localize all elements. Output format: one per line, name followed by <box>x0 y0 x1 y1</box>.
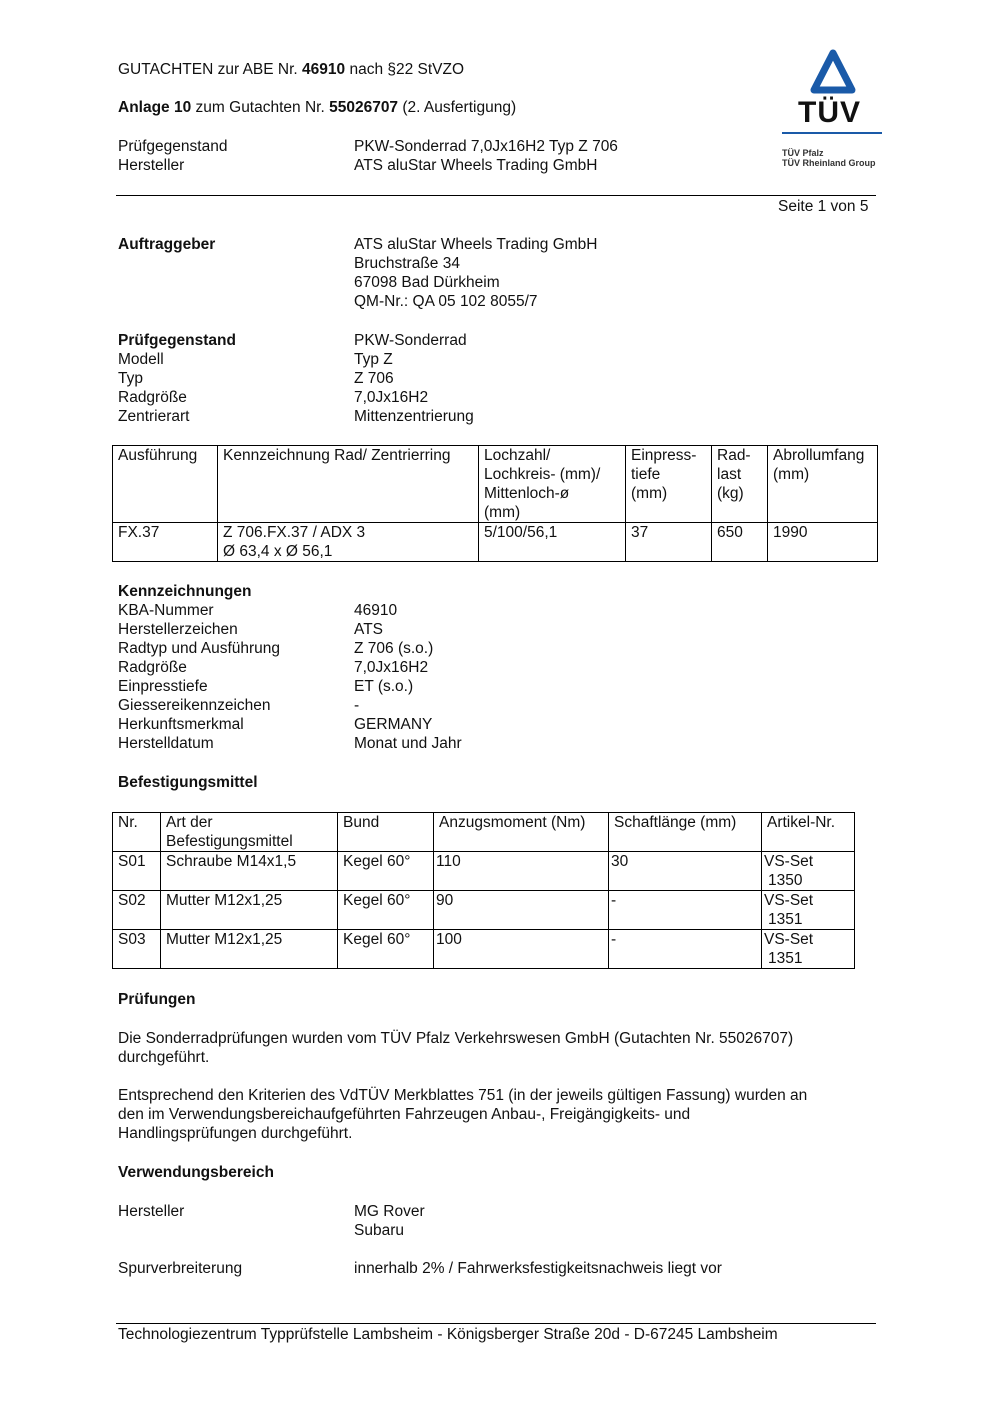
pg-row-value: Mittenzentrierung <box>354 408 474 425</box>
table-cell: S02 <box>113 891 161 930</box>
pg-row-label: Typ <box>118 370 143 387</box>
table-header-row <box>113 446 878 523</box>
pg-row-value: Typ Z <box>354 351 393 368</box>
pg-row-label: Zentrierart <box>118 408 190 425</box>
table-cell: S01 <box>113 852 161 891</box>
pruefungen-text: den im Verwendungsbereichaufgeführten Fahrzeugen Anbau-, Freigängigkeits- und <box>118 1106 691 1123</box>
kz-value: 7,0Jx16H2 <box>354 659 429 676</box>
table-cell: FX.37 <box>113 523 218 562</box>
table-cell: - <box>609 930 762 969</box>
table-header-cell: Anzugsmoment (Nm) <box>434 813 609 852</box>
table-header-cell: Rad- last (kg) <box>712 446 768 523</box>
pruefungen-text: Entsprechend den Kriterien des VdTÜV Merkblattes 751 (in der jeweils gültigen Fassung) wurden an <box>118 1087 808 1104</box>
kz-value: GERMANY <box>354 716 433 733</box>
table-header-cell: Nr. <box>113 813 161 852</box>
table-cell: VS-Set 1350 <box>762 852 855 891</box>
table-header-cell: Ausführung <box>113 446 218 523</box>
table-header-cell: Einpress- tiefe (mm) <box>626 446 712 523</box>
table-header-cell: Lochzahl/ Lochkreis- (mm)/ Mittenloch-ø (mm) <box>479 446 626 523</box>
footer-text: Technologiezentrum Typprüfstelle Lambsheim - Königsberger Straße 20d - D-67245 Lambsheim <box>118 1326 778 1343</box>
table-header-cell: Kennzeichnung Rad/ Zentrierring <box>218 446 479 523</box>
table-cell: Mutter M12x1,25 <box>161 891 338 930</box>
kennzeichnungen-title: Kennzeichnungen <box>118 583 252 600</box>
pg-row-label: Modell <box>118 351 164 368</box>
table-row <box>113 852 855 891</box>
table-cell: Z 706.FX.37 / ADX 3 Ø 63,4 x Ø 56,1 <box>218 523 479 562</box>
table-cell: 110 <box>434 852 609 891</box>
page-number: Seite 1 von 5 <box>778 198 869 215</box>
auftraggeber-line: Bruchstraße 34 <box>354 255 460 272</box>
kz-label: Herstelldatum <box>118 735 214 752</box>
kz-value: 46910 <box>354 602 398 619</box>
kz-label: Radgröße <box>118 659 187 676</box>
kz-value: ET (s.o.) <box>354 678 414 695</box>
table-header-cell: Bund <box>338 813 434 852</box>
table-cell: Kegel 60° <box>338 891 434 930</box>
kz-label: Herstellerzeichen <box>118 621 238 638</box>
table-cell: - <box>609 891 762 930</box>
table-cell: Kegel 60° <box>338 852 434 891</box>
kz-value: ATS <box>354 621 383 638</box>
table-row <box>113 930 855 969</box>
table-cell: 100 <box>434 930 609 969</box>
table-header-cell: Artikel-Nr. <box>762 813 855 852</box>
tuv-logo <box>780 48 890 178</box>
kz-label: Herkunftsmerkmal <box>118 716 244 733</box>
kz-label: Radtyp und Ausführung <box>118 640 281 657</box>
table-cell: Kegel 60° <box>338 930 434 969</box>
header-anlage-line: Anlage 10 zum Gutachten Nr. 55026707 (2. Ausfertigung) <box>118 99 517 116</box>
pruefungen-title: Prüfungen <box>118 991 196 1008</box>
kz-label: KBA-Nummer <box>118 602 214 619</box>
header-hst-value: ATS aluStar Wheels Trading GmbH <box>354 157 598 174</box>
pruefgegenstand-label: Prüfgegenstand <box>118 332 236 349</box>
kz-label: Giessereikennzeichen <box>118 697 271 714</box>
table-cell: 5/100/56,1 <box>479 523 626 562</box>
header-pg-label: Prüfgegenstand <box>118 138 228 155</box>
table-header-cell: Art der Befestigungsmittel <box>161 813 338 852</box>
pg-row-value: Z 706 <box>354 370 394 387</box>
logo-sub2: TÜV Rheinland Group <box>782 158 876 168</box>
logo-sub1: TÜV Pfalz <box>782 148 824 158</box>
table-header-row <box>113 813 855 852</box>
auftraggeber-line: QM-Nr.: QA 05 102 8055/7 <box>354 293 538 310</box>
pg-row-value: 7,0Jx16H2 <box>354 389 429 406</box>
verwendung-hst-value: MG Rover <box>354 1203 425 1220</box>
pruefungen-text: Handlingsprüfungen durchgeführt. <box>118 1125 353 1142</box>
pruefungen-text: Die Sonderradprüfungen wurden vom TÜV Pfalz Verkehrswesen GmbH (Gutachten Nr. 55026707) <box>118 1030 794 1047</box>
auftraggeber-line: ATS aluStar Wheels Trading GmbH <box>354 236 598 253</box>
verwendung-spur-label: Spurverbreiterung <box>118 1260 243 1277</box>
kz-value: Z 706 (s.o.) <box>354 640 434 657</box>
kz-label: Einpresstiefe <box>118 678 208 695</box>
kz-value: - <box>354 697 360 714</box>
table-cell: Mutter M12x1,25 <box>161 930 338 969</box>
table-cell: Schraube M14x1,5 <box>161 852 338 891</box>
footer-divider <box>116 1323 876 1324</box>
pruefgegenstand-value: PKW-Sonderrad <box>354 332 467 349</box>
table-cell: VS-Set 1351 <box>762 891 855 930</box>
verwendung-hst-value: Subaru <box>354 1222 404 1239</box>
table-cell: 90 <box>434 891 609 930</box>
table-cell: 1990 <box>768 523 878 562</box>
table-header-cell: Schaftlänge (mm) <box>609 813 762 852</box>
auftraggeber-line: 67098 Bad Dürkheim <box>354 274 500 291</box>
header-hst-label: Hersteller <box>118 157 185 174</box>
pg-row-label: Radgröße <box>118 389 187 406</box>
kz-value: Monat und Jahr <box>354 735 462 752</box>
table-cell: S03 <box>113 930 161 969</box>
header-title-line: GUTACHTEN zur ABE Nr. 46910 nach §22 StVZO <box>118 61 465 78</box>
table-row <box>113 891 855 930</box>
table-cell: 30 <box>609 852 762 891</box>
header-pg-value: PKW-Sonderrad 7,0Jx16H2 Typ Z 706 <box>354 138 618 155</box>
verwendung-spur-value: innerhalb 2% / Fahrwerksfestigkeitsnachweis liegt vor <box>354 1260 722 1277</box>
table-header-cell: Abrollumfang (mm) <box>768 446 878 523</box>
verwendung-title: Verwendungsbereich <box>118 1164 274 1181</box>
table-row <box>113 523 878 562</box>
pruefungen-text: durchgeführt. <box>118 1049 210 1066</box>
table-cell: VS-Set 1351 <box>762 930 855 969</box>
wheel-table <box>112 445 878 562</box>
table-cell: 37 <box>626 523 712 562</box>
header-divider <box>116 195 876 196</box>
verwendung-hst-label: Hersteller <box>118 1203 185 1220</box>
logo-text: TÜV <box>798 96 861 129</box>
auftraggeber-label: Auftraggeber <box>118 236 216 253</box>
table-cell: 650 <box>712 523 768 562</box>
befestigung-title: Befestigungsmittel <box>118 774 258 791</box>
befestigung-table <box>112 812 855 969</box>
